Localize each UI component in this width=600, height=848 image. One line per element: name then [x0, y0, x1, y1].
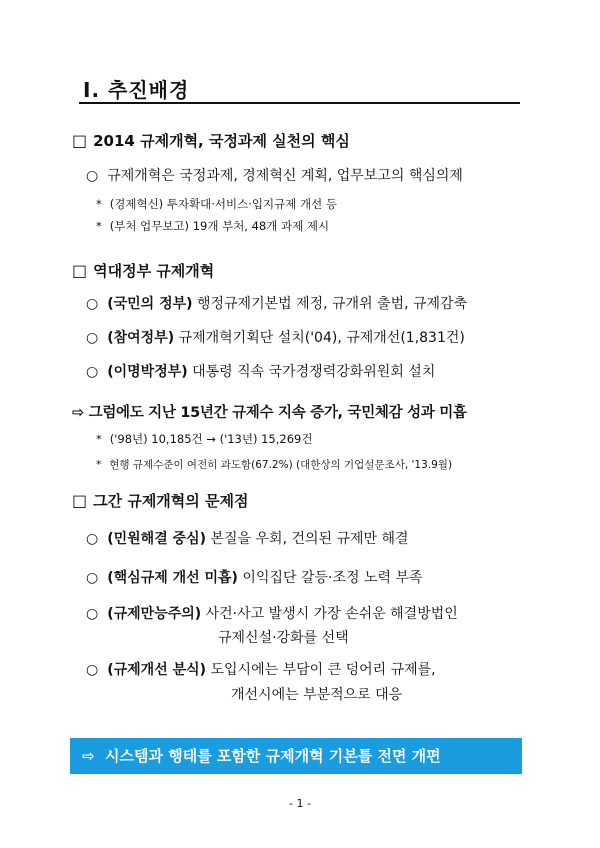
star-bullet-icon: *	[96, 459, 102, 471]
section3-item-1: ○ (민원해결 중심) 본질을 우회, 건의된 규제만 해결	[86, 531, 409, 547]
box-bullet-icon: □	[72, 261, 88, 280]
section3-item-2: ○ (핵심규제 개선 미흡) 이익집단 갈등·조정 노력 부족	[86, 570, 423, 586]
arrow-icon: ⇨	[82, 747, 95, 765]
arrow-icon: ⇨	[72, 405, 84, 421]
circle-bullet-icon: ○	[86, 606, 99, 622]
section2-note-2: * 현행 규제수준이 여전히 과도함(67.2%) (대한상의 기업설문조사, '13.9월)	[96, 459, 453, 471]
circle-bullet-icon: ○	[86, 570, 99, 586]
circle-bullet-icon: ○	[86, 296, 99, 312]
circle-bullet-icon: ○	[86, 662, 99, 678]
section2-item-1: ○ (국민의 정부) 행정규제기본법 제정, 규개위 출범, 규제감축	[86, 296, 468, 312]
star-bullet-icon: *	[96, 432, 102, 446]
summary-banner: ⇨ 시스템과 행태를 포함한 규제개혁 기본틀 전면 개편	[70, 738, 522, 774]
circle-bullet-icon: ○	[86, 168, 99, 184]
section1-item: ○ 규제개혁은 국정과제, 경제혁신 계획, 업무보고의 핵심의제	[86, 168, 463, 184]
box-bullet-icon: □	[72, 491, 88, 510]
section2-note-1: * ('98년) 10,185건 → ('13년) 15,269건	[96, 432, 313, 446]
section-heading-3: □ 그간 규제개혁의 문제점	[72, 491, 249, 510]
section3-item-4: ○ (규제개선 분식) 도입시에는 부담이 큰 덩어리 규제를,	[86, 662, 436, 678]
section3-item-3-continuation: 규제신설·강화를 선택	[218, 630, 349, 646]
section1-note-1: * (경제혁신) 투자확대·서비스·입지규제 개선 등	[96, 197, 337, 211]
section2-conclusion: ⇨ 그럼에도 지난 15년간 규제수 지속 증가, 국민체감 성과 미흡	[72, 405, 467, 421]
section-heading-2: □ 역대정부 규제개혁	[72, 261, 215, 280]
section3-item-4-continuation: 개선시에는 부분적으로 대응	[231, 687, 403, 703]
section2-item-3: ○ (이명박정부) 대통령 직속 국가경쟁력강화위원회 설치	[86, 364, 436, 380]
box-bullet-icon: □	[72, 131, 88, 150]
page-title: Ⅰ. 추진배경	[83, 78, 190, 102]
section2-item-2: ○ (참여정부) 규제개혁기획단 설치('04), 규제개선(1,831건)	[86, 330, 465, 346]
title-underline	[79, 102, 520, 104]
section1-note-2: * (부처 업무보고) 19개 부처, 48개 과제 제시	[96, 219, 330, 233]
section-heading-1: □ 2014 규제개혁, 국정과제 실천의 핵심	[72, 131, 350, 150]
circle-bullet-icon: ○	[86, 531, 99, 547]
star-bullet-icon: *	[96, 219, 102, 233]
section3-item-3: ○ (규제만능주의) 사건·사고 발생시 가장 손쉬운 해결방법인	[86, 606, 458, 622]
page-number: - 1 -	[289, 797, 311, 810]
circle-bullet-icon: ○	[86, 330, 99, 346]
circle-bullet-icon: ○	[86, 364, 99, 380]
star-bullet-icon: *	[96, 197, 102, 211]
